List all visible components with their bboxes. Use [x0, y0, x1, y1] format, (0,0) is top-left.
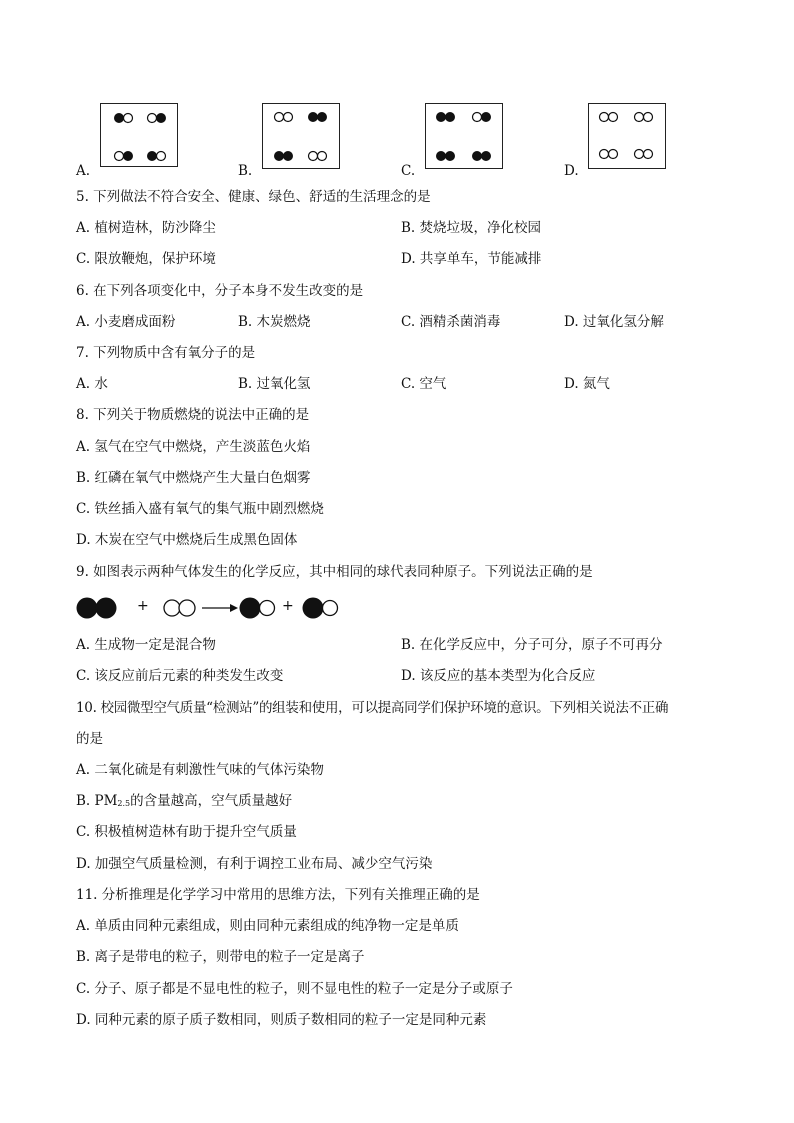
q4-option-a-box: [100, 103, 178, 167]
q11-stem: 11. 分析推理是化学学习中常用的思维方法，下列有关推理正确的是: [76, 887, 480, 903]
q10-stem-line1: 10. 校园微型空气质量“检测站”的组装和使用，可以提高同学们保护环境的意识。下列相关说法不正确: [76, 700, 669, 716]
q11-option-a[interactable]: A. 单质由同种元素组成，则由同种元素组成的纯净物一定是单质: [76, 918, 459, 934]
q9-option-a[interactable]: A. 生成物一定是混合物: [76, 637, 216, 653]
q9-reaction-molecules: [76, 594, 376, 624]
q9-option-c[interactable]: C. 该反应前后元素的种类发生改变: [76, 668, 284, 684]
q7-option-d[interactable]: D. 氮气: [564, 376, 610, 392]
q11-option-c[interactable]: C. 分子、原子都是不显电性的粒子，则不显电性的粒子一定是分子或原子: [76, 981, 513, 997]
q5-option-c[interactable]: C. 限放鞭炮，保护环境: [76, 251, 216, 267]
q9-option-b[interactable]: B. 在化学反应中，分子可分，原子不可再分: [401, 637, 663, 653]
q10-stem-line2: 的是: [76, 731, 103, 747]
q10-option-c[interactable]: C. 积极植树造林有助于提升空气质量: [76, 824, 297, 840]
q9-plus-sign-2: +: [282, 598, 294, 614]
q5-option-a[interactable]: A. 植树造林，防沙降尘: [76, 220, 216, 236]
q7-option-c[interactable]: C. 空气: [401, 376, 447, 392]
q10-option-b[interactable]: [76, 792, 292, 813]
q11-option-d[interactable]: D. 同种元素的原子质子数相同，则质子数相同的粒子一定是同种元素: [76, 1012, 487, 1028]
q5-stem: 5. 下列做法不符合安全、健康、绿色、舒适的生活理念的是: [76, 189, 431, 205]
q9-plus-sign-1: +: [137, 598, 149, 614]
q6-option-b[interactable]: B. 木炭燃烧: [238, 314, 311, 330]
q5-option-d[interactable]: D. 共享单车，节能减排: [401, 251, 542, 267]
q4-option-d-diagram: [589, 104, 665, 168]
q6-stem: 6. 在下列各项变化中，分子本身不发生改变的是: [76, 283, 364, 299]
q4-option-b-diagram: [263, 104, 339, 168]
q8-option-c[interactable]: C. 铁丝插入盛有氧气的集气瓶中剧烈燃烧: [76, 501, 324, 517]
q10-option-b-subscript: 2.5: [117, 799, 131, 808]
exam-page: A. B. C. D. 5. 下列做法不符合安全、健康、绿色、舒适的生活理念的是 A. 植树造林，防沙降尘 B. 焚烧垃圾，净化校园 C. 限放鞭炮，保护环境 D. 共享单车，节能减排 6. 在下列各项变化中，分子本身不发生改变的是 A. 小麦磨成面粉 B. 木炭燃烧 C. 酒精杀菌消毒 D. 过氧化氢分解 7. 下列物质中含有氧分子的是 A. 水 B. 过氧化氢 C. 空气 D. 氮气 8. 下列关于物质燃烧的说法中正确的是 A. 氢气在空气中燃烧，产生淡蓝色火焰 B. 红磷在氧气中燃烧产生大量白色烟雾 C. 铁丝插入盛有氧气的集气瓶中剧烈燃烧 D. 木炭在空气中燃烧后生成黑色固体 9. 如图表示两种气体发生的化学反应，其中相同的球代表同种原子。下列说法正确的是 + + A. 生成物一定是混合物 B. 在化学反应中，分子可分，原子不可再分 C. 该反应前后元素的种类发生改变 D. 该反应的基本类型为化合反应 10. 校园微型空气质量“检测站”的组装和使用，可以提高同学们保护环境的意识。下列相关说法不正确 的是 A. 二氧化硫是有刺激性气味的气体污染物 B. $PM_{2.5}$的含量越高，空气质量越好 C. 积极植树造林有助于提升空气质量 D. 加强空气质量检测，有利于调控工业布局、减少空气污染 11. 分析推理是化学学习中常用的思维方法，下列有关推理正确的是 A. 单质由同种元素组成，则由同种元素组成的纯净物一定是单质 B. 离子是带电的粒子，则带电的粒子一定是离子 C. 分子、原子都是不显电性的粒子，则不显电性的粒子一定是分子或原子 D. 同种元素的原子质子数相同，则质子数相同的粒子一定是同种元素: [0, 0, 794, 1123]
q7-option-a[interactable]: A. 水: [76, 376, 108, 392]
q8-option-b[interactable]: B. 红磷在氧气中燃烧产生大量白色烟雾: [76, 470, 311, 486]
q10-option-b-text: 的含量越高，空气质量越好: [130, 793, 293, 809]
q5-option-b[interactable]: B. 焚烧垃圾，净化校园: [401, 220, 542, 236]
q9-stem: 9. 如图表示两种气体发生的化学反应，其中相同的球代表同种原子。下列说法正确的是: [76, 564, 593, 580]
q8-stem: 8. 下列关于物质燃烧的说法中正确的是: [76, 407, 310, 423]
q8-option-d[interactable]: D. 木炭在空气中燃烧后生成黑色固体: [76, 532, 298, 548]
q7-option-b[interactable]: B. 过氧化氢: [238, 376, 311, 392]
q9-option-d[interactable]: D. 该反应的基本类型为化合反应: [401, 668, 596, 684]
q11-option-b[interactable]: B. 离子是带电的粒子，则带电的粒子一定是离子: [76, 949, 365, 965]
q9-reaction-diagram: [76, 594, 376, 624]
q6-option-d[interactable]: D. 过氧化氢分解: [564, 314, 664, 330]
q10-option-a[interactable]: A. 二氧化硫是有刺激性气味的气体污染物: [76, 762, 324, 778]
q4-option-b-box: [262, 103, 340, 169]
q8-option-a[interactable]: A. 氢气在空气中燃烧，产生淡蓝色火焰: [76, 439, 311, 455]
q6-option-a[interactable]: A. 小麦磨成面粉: [76, 314, 176, 330]
q7-stem: 7. 下列物质中含有氧分子的是: [76, 345, 256, 361]
q6-option-c[interactable]: C. 酒精杀菌消毒: [401, 314, 501, 330]
q4-option-c-diagram: [426, 104, 502, 168]
q10-option-b-prefix: B. PM: [76, 793, 118, 809]
q4-option-a-diagram: [101, 104, 177, 166]
q4-option-d-box: [588, 103, 666, 169]
q10-option-d[interactable]: D. 加强空气质量检测，有利于调控工业布局、减少空气污染: [76, 856, 433, 872]
q4-option-c-box: [425, 103, 503, 169]
